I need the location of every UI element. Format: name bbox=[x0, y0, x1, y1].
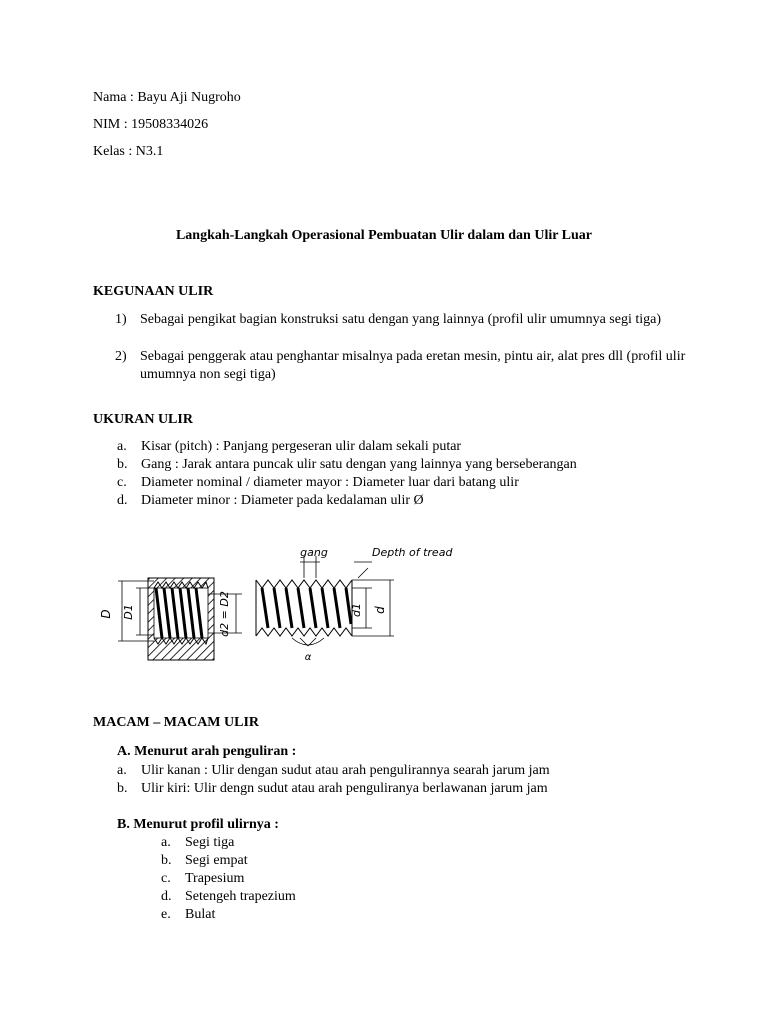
list-letter: b. bbox=[117, 781, 128, 796]
list-letter: a. bbox=[161, 835, 171, 850]
list-text: Segi tiga bbox=[185, 835, 235, 850]
list-number: 1) bbox=[115, 312, 127, 327]
list-letter: d. bbox=[161, 889, 172, 904]
list-letter: d. bbox=[117, 493, 128, 508]
list-text: Sebagai pengikat bagian konstruksi satu dengan yang lainnya (profil ulir umumnya segi tiga) bbox=[140, 312, 661, 327]
list-text: Segi empat bbox=[185, 853, 248, 868]
list-letter: c. bbox=[117, 475, 127, 490]
label-alpha: α bbox=[304, 652, 312, 663]
label-D1: D1 bbox=[122, 604, 135, 620]
list-letter: b. bbox=[117, 457, 128, 472]
section-heading-kegunaan: KEGUNAAN ULIR bbox=[93, 284, 214, 299]
list-text: Ulir kanan : Ulir dengan sudut atau arah pengulirannya searah jarum jam bbox=[141, 763, 550, 778]
list-letter: a. bbox=[117, 763, 127, 778]
list-letter: a. bbox=[117, 439, 127, 454]
list-letter: c. bbox=[161, 871, 171, 886]
section-heading-ukuran: UKURAN ULIR bbox=[93, 412, 193, 427]
list-letter: b. bbox=[161, 853, 172, 868]
internal-thread-drawing bbox=[148, 578, 214, 660]
student-class: Kelas : N3.1 bbox=[93, 144, 164, 159]
list-letter: e. bbox=[161, 907, 171, 922]
thread-diagram bbox=[96, 538, 476, 668]
label-D: D bbox=[99, 609, 113, 619]
label-d2-D2: d2 = D2 bbox=[218, 591, 231, 637]
student-name: Nama : Bayu Aji Nugroho bbox=[93, 90, 241, 105]
list-text: Setengeh trapezium bbox=[185, 889, 296, 904]
list-text: Kisar (pitch) : Panjang pergeseran ulir dalam sekali putar bbox=[141, 439, 462, 454]
subheading-arah: A. Menurut arah penguliran : bbox=[117, 744, 297, 759]
external-thread-drawing bbox=[256, 580, 352, 636]
label-depth-of-tread: Depth of tread bbox=[372, 546, 453, 559]
label-d: d bbox=[373, 606, 387, 614]
document-title: Langkah-Langkah Operasional Pembuatan Ulir dalam dan Ulir Luar bbox=[175, 228, 593, 243]
list-text: Diameter nominal / diameter mayor : Diameter luar dari batang ulir bbox=[141, 475, 519, 490]
section-heading-macam: MACAM – MACAM ULIR bbox=[93, 715, 260, 730]
subheading-profil: B. Menurut profil ulirnya : bbox=[117, 817, 279, 832]
list-text: Sebagai penggerak atau penghantar misalnya pada eretan mesin, pintu air, alat pres dll (profil ulir umumnya non segi tiga) bbox=[140, 349, 686, 382]
list-text: Gang : Jarak antara puncak ulir satu dengan yang lainnya yang berseberangan bbox=[141, 457, 577, 472]
label-d1: d1 bbox=[350, 603, 363, 617]
student-nim: NIM : 19508334026 bbox=[93, 117, 209, 132]
list-text: Bulat bbox=[185, 907, 216, 922]
label-gang: gang bbox=[300, 546, 328, 559]
list-text: Diameter minor : Diameter pada kedalaman ulir Ø bbox=[141, 493, 424, 508]
list-number: 2) bbox=[115, 349, 127, 364]
list-text: Ulir kiri: Ulir dengn sudut atau arah penguliranya berlawanan jarum jam bbox=[141, 781, 548, 796]
list-text: Trapesium bbox=[185, 871, 245, 886]
